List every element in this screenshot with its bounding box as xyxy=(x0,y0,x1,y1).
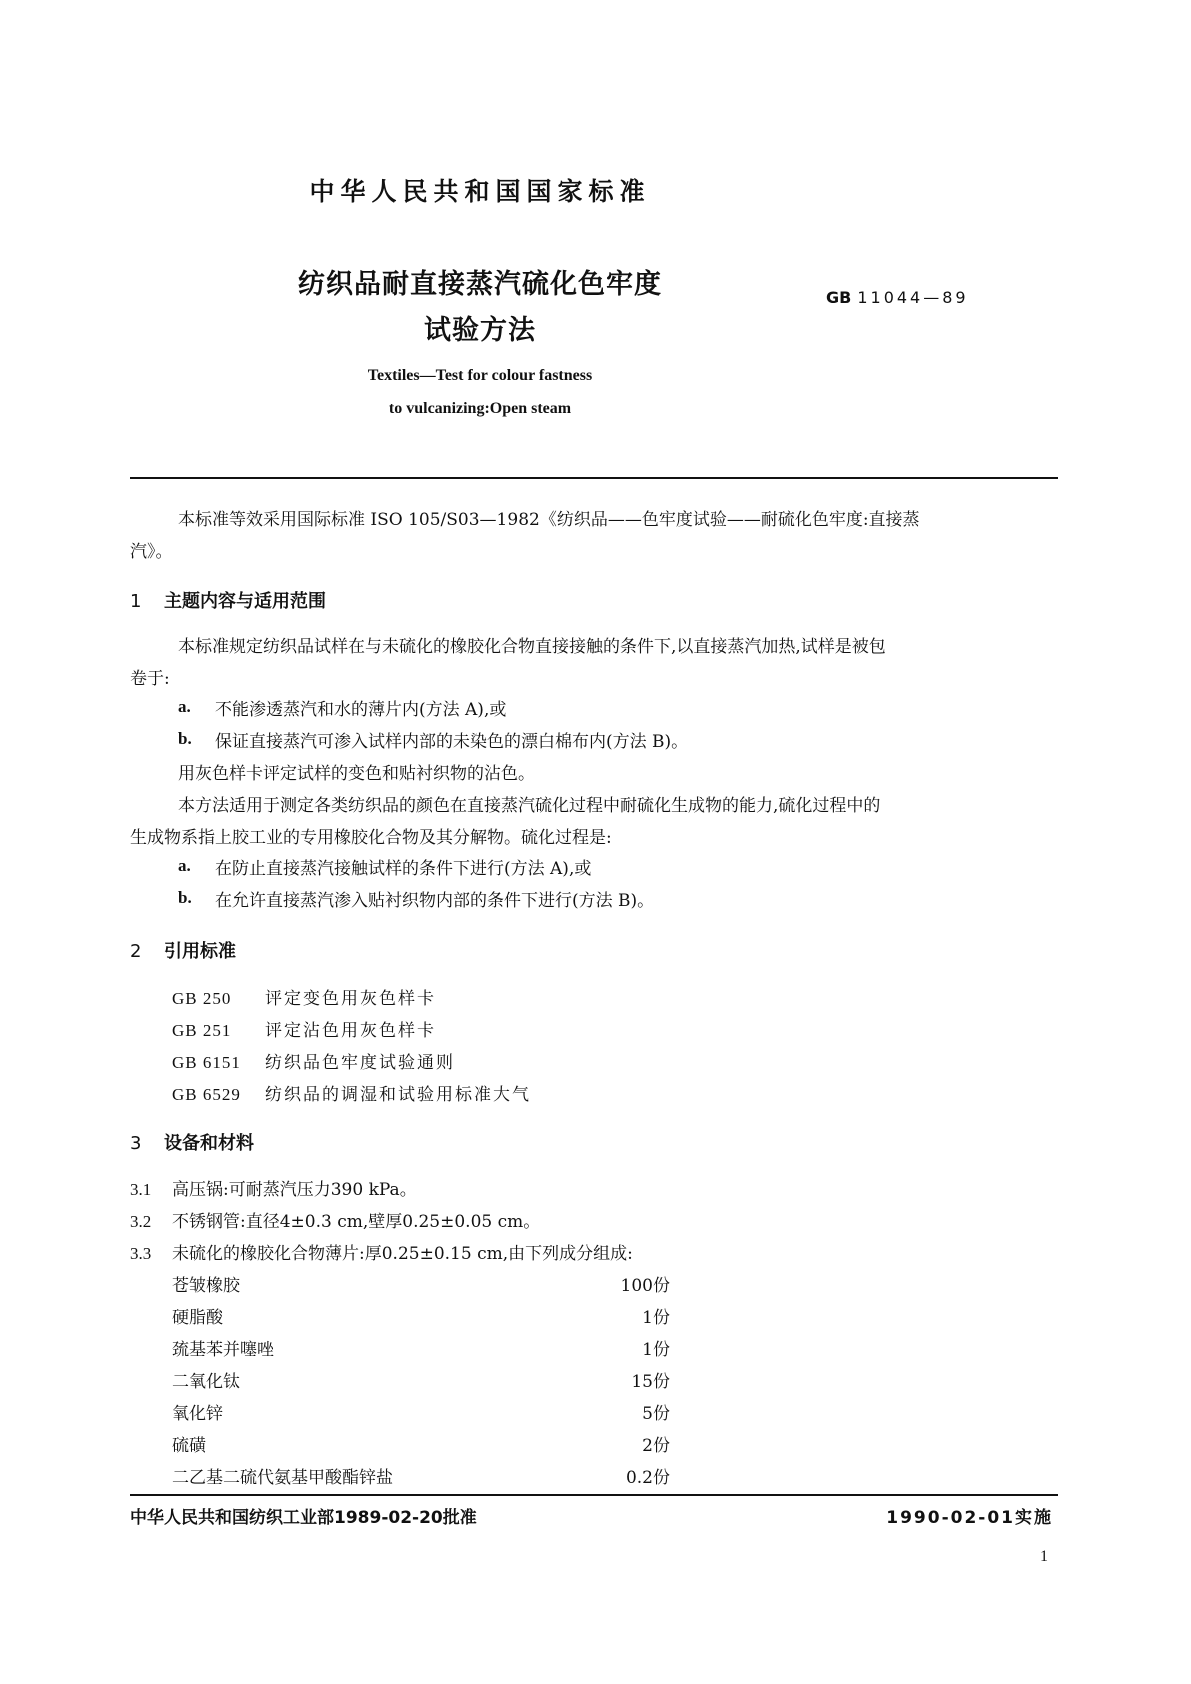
reference-title: 纺织品色牢度试验通则 xyxy=(265,1053,455,1073)
list-item-label: b. xyxy=(178,888,192,907)
list-item-label: a. xyxy=(178,856,191,875)
composition-name: 苍皱橡胶 xyxy=(172,1276,240,1296)
approval-statement: 中华人民共和国纺织工业部1989-02-20批准 xyxy=(130,1508,477,1528)
section1-paragraph2: 用灰色样卡评定试样的变色和贴衬织物的沾色。 xyxy=(178,764,535,784)
composition-amount: 1份 xyxy=(642,1308,670,1328)
footer-divider xyxy=(130,1494,1058,1496)
clause-number: 3.3 xyxy=(130,1244,152,1263)
reference-title: 纺织品的调湿和试验用标准大气 xyxy=(265,1085,531,1105)
clause-number: 3.2 xyxy=(130,1212,152,1231)
composition-name: 巯基苯并噻唑 xyxy=(172,1340,274,1360)
section-heading-2 xyxy=(130,937,236,963)
reference-title: 评定沾色用灰色样卡 xyxy=(265,1021,436,1041)
composition-name: 氧化锌 xyxy=(172,1404,223,1424)
reference-title: 评定变色用灰色样卡 xyxy=(265,989,436,1009)
clause-text: 未硫化的橡胶化合物薄片:厚0.25±0.15 cm,由下列成分组成: xyxy=(172,1244,633,1264)
reference-code: GB 6529 xyxy=(172,1085,241,1104)
page-number: 1 xyxy=(1040,1548,1048,1565)
list-item-text: 不能渗透蒸汽和水的薄片内(方法 A),或 xyxy=(215,700,507,720)
section-title: 引用标准 xyxy=(164,941,236,962)
standard-code: 11044—89 xyxy=(857,288,969,307)
section-number: 1 xyxy=(130,591,142,612)
composition-amount: 100份 xyxy=(620,1276,670,1296)
composition-amount: 1份 xyxy=(642,1340,670,1360)
section-heading-3 xyxy=(130,1129,254,1155)
reference-code: GB 251 xyxy=(172,1021,232,1040)
section-title: 设备和材料 xyxy=(164,1133,254,1154)
list-item-label: a. xyxy=(178,697,191,716)
composition-amount: 0.2份 xyxy=(625,1468,670,1488)
english-title-line2: to vulcanizing:Open steam xyxy=(388,400,572,417)
document-title-line2: 试验方法 xyxy=(424,315,536,346)
composition-name: 硬脂酸 xyxy=(172,1308,223,1328)
composition-name: 二乙基二硫代氨基甲酸酯锌盐 xyxy=(172,1468,393,1488)
english-title-line1: Textiles—Test for colour fastness xyxy=(367,367,593,384)
preface-line2: 汽》。 xyxy=(130,542,173,562)
section-number: 2 xyxy=(130,941,142,962)
clause-number: 3.1 xyxy=(130,1180,152,1199)
list-item-text: 保证直接蒸汽可渗入试样内部的未染色的漂白棉布内(方法 B)。 xyxy=(215,732,689,752)
section-title: 主题内容与适用范围 xyxy=(164,591,326,612)
section1-paragraph3-line2: 生成物系指上胶工业的专用橡胶化合物及其分解物。硫化过程是: xyxy=(130,828,612,848)
list-item-label: b. xyxy=(178,729,192,748)
list-item-text: 在允许直接蒸汽渗入贴衬织物内部的条件下进行(方法 B)。 xyxy=(215,891,655,911)
document-title-line1: 纺织品耐直接蒸汽硫化色牢度 xyxy=(298,269,662,300)
standard-prefix: GB xyxy=(826,288,852,307)
header-divider xyxy=(130,477,1058,479)
section-number: 3 xyxy=(130,1133,142,1154)
reference-code: GB 250 xyxy=(172,989,232,1008)
standard-number xyxy=(826,288,969,307)
composition-name: 二氧化钛 xyxy=(172,1372,240,1392)
reference-code: GB 6151 xyxy=(172,1053,241,1072)
clause-text: 不锈钢管:直径4±0.3 cm,壁厚0.25±0.05 cm。 xyxy=(172,1212,541,1232)
composition-name: 硫磺 xyxy=(172,1436,206,1456)
section-heading-1 xyxy=(130,587,326,613)
clause-text: 高压锅:可耐蒸汽压力390 kPa。 xyxy=(172,1180,417,1200)
composition-amount: 5份 xyxy=(642,1404,670,1424)
section1-paragraph1-line1: 本标准规定纺织品试样在与未硫化的橡胶化合物直接接触的条件下,以直接蒸汽加热,试样是被包 xyxy=(178,637,886,657)
composition-amount: 15份 xyxy=(631,1372,670,1392)
preface-line1: 本标准等效采用国际标准 ISO 105/S03—1982《纺织品——色牢度试验——耐硫化色牢度:直接蒸 xyxy=(178,510,920,530)
list-item-text: 在防止直接蒸汽接触试样的条件下进行(方法 A),或 xyxy=(215,859,592,879)
composition-amount: 2份 xyxy=(642,1436,670,1456)
national-standard-heading: 中华人民共和国国家标准 xyxy=(309,177,651,206)
effective-date: 1990-02-01实施 xyxy=(886,1508,1053,1528)
section1-paragraph3-line1: 本方法适用于测定各类纺织品的颜色在直接蒸汽硫化过程中耐硫化生成物的能力,硫化过程中的 xyxy=(178,796,881,816)
section1-paragraph1-line2: 卷于: xyxy=(130,669,170,689)
